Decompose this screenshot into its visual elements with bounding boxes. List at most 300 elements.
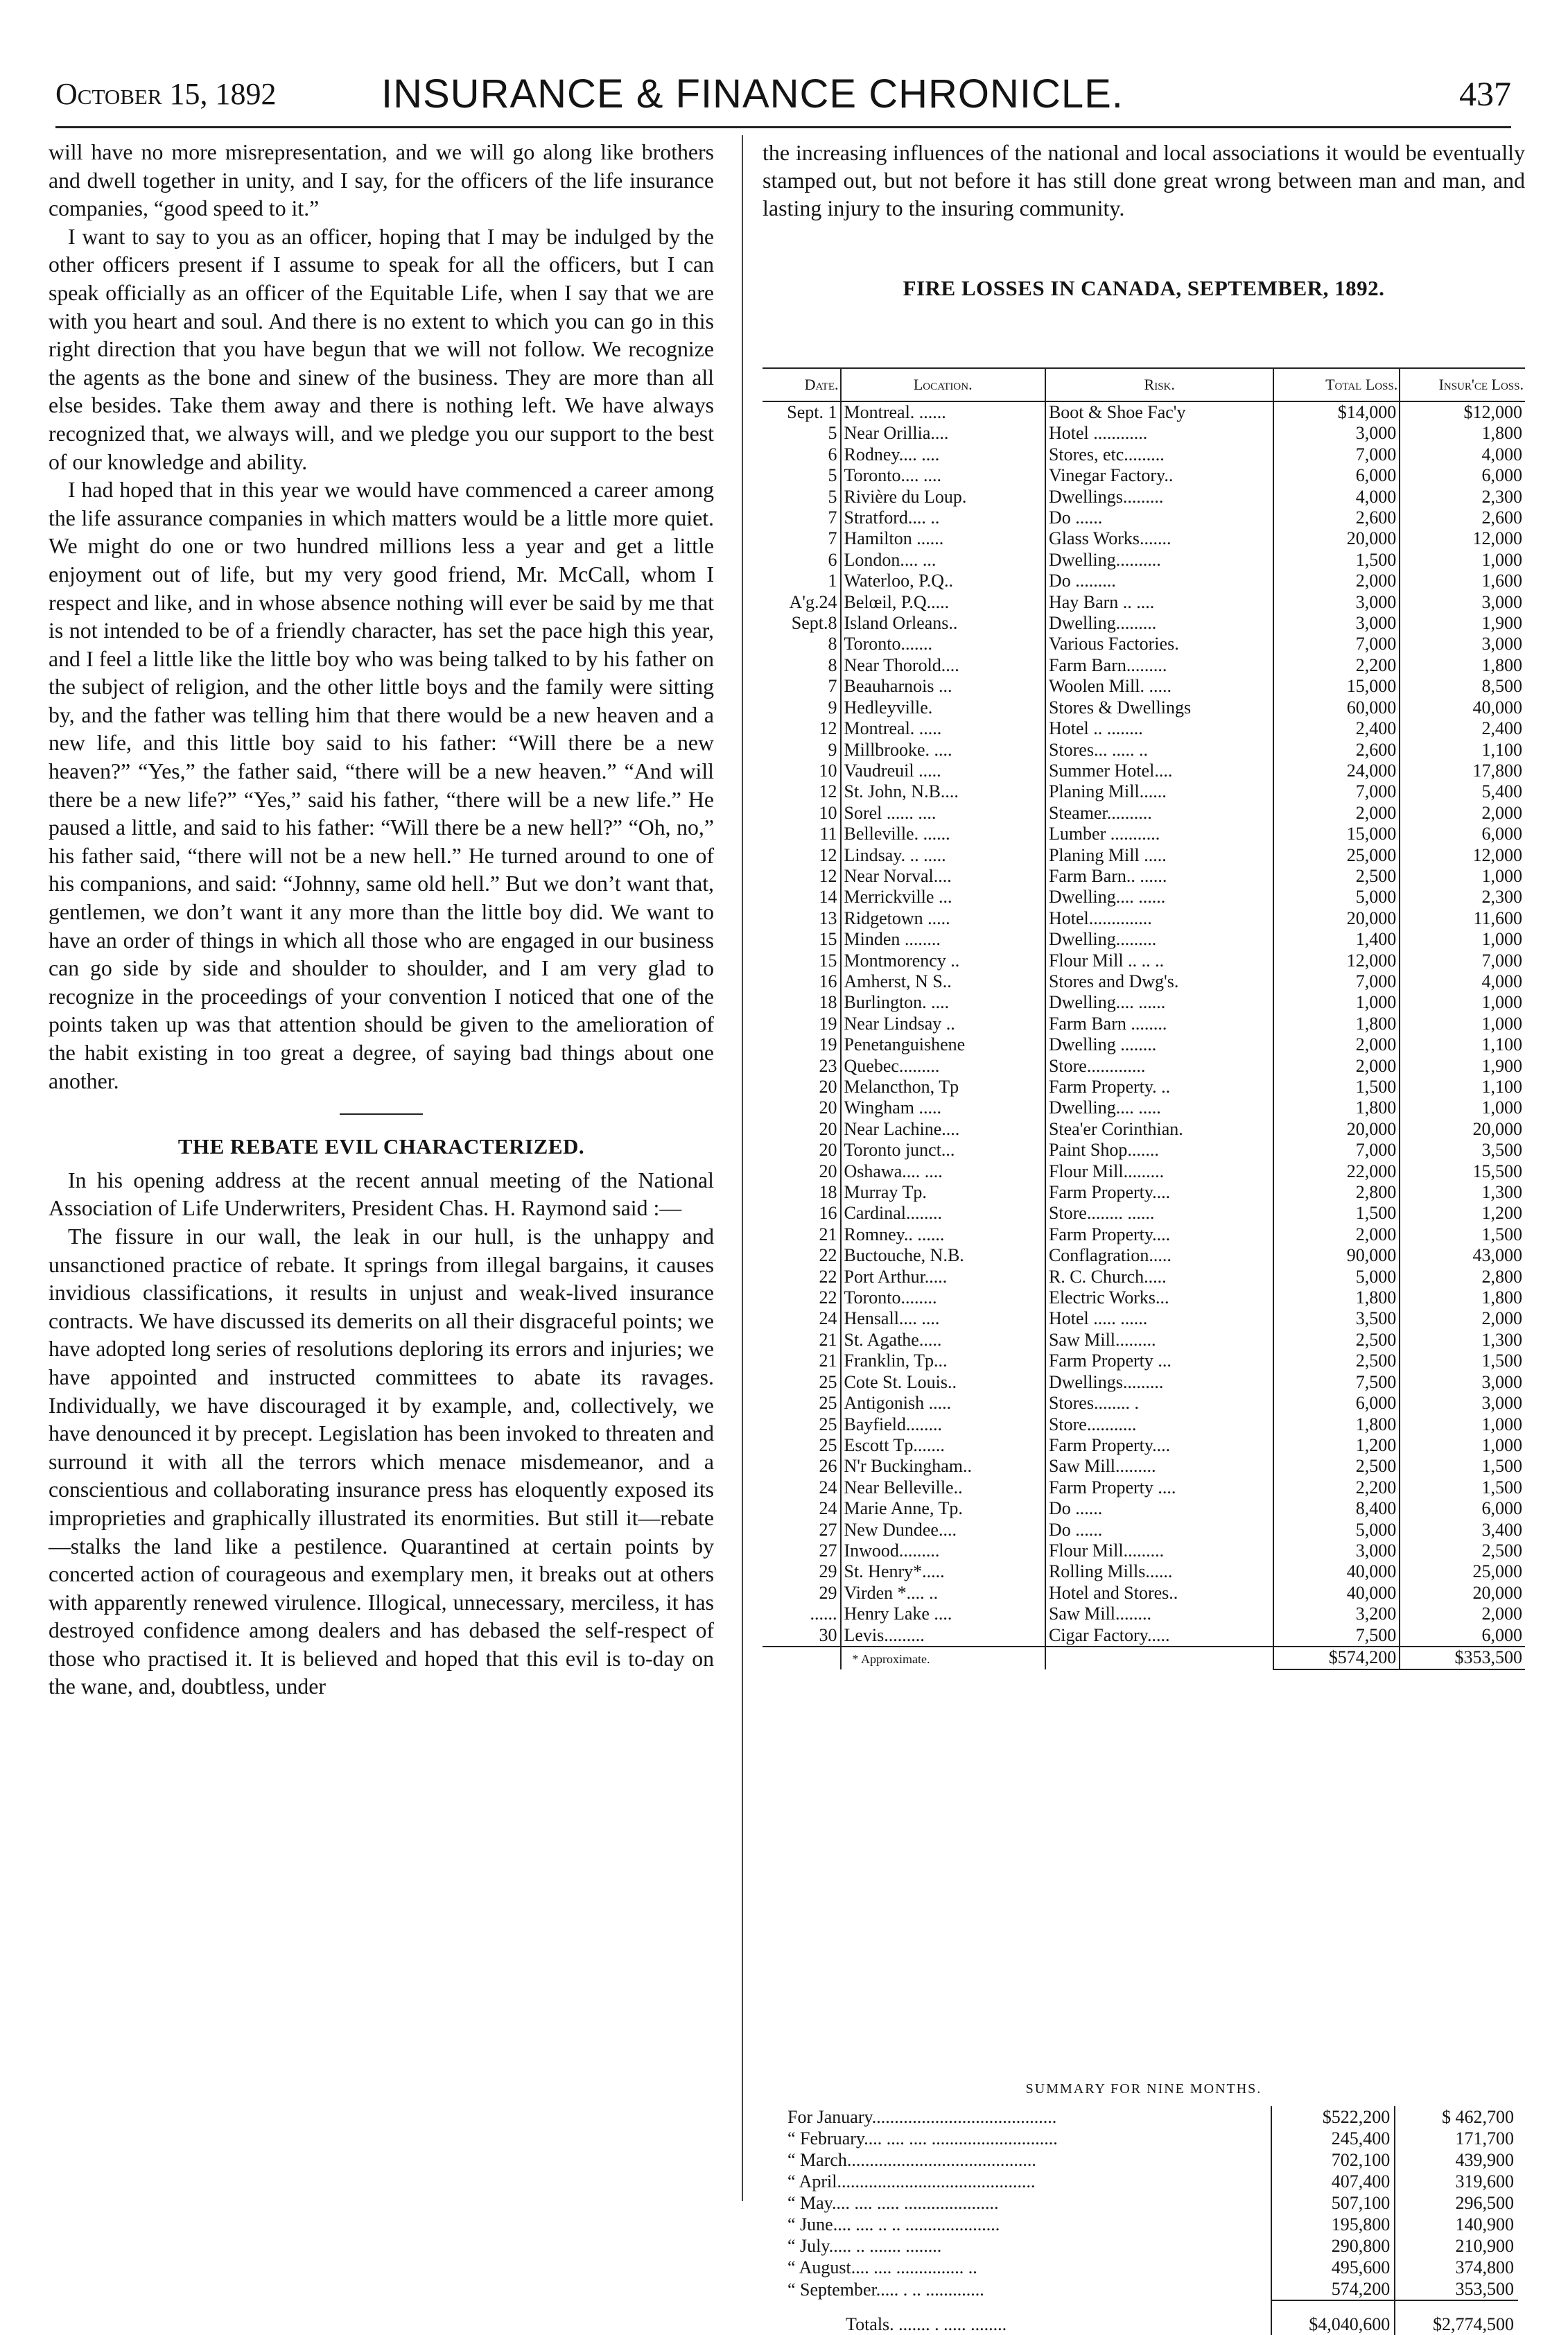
summary-totals-label: Totals. ....... . ..... ........ bbox=[846, 2314, 1007, 2334]
cell-insurance-loss: 1,800 bbox=[1481, 423, 1522, 444]
table-row bbox=[763, 866, 1525, 887]
cell-risk: Hotel ............ bbox=[1045, 423, 1274, 444]
cell-total-loss: 20,000 bbox=[1273, 528, 1400, 549]
cell-date: 6 bbox=[763, 444, 841, 465]
cell-total-loss: 3,000 bbox=[1273, 592, 1400, 613]
summary-insurance-loss: 353,500 bbox=[1455, 2279, 1514, 2299]
cell-date: 16 bbox=[763, 971, 841, 992]
cell-date: 25 bbox=[763, 1414, 841, 1435]
cell-location: St. John, N.B.... bbox=[841, 781, 1045, 802]
table-row bbox=[763, 1119, 1525, 1140]
cell-date: 25 bbox=[763, 1435, 841, 1456]
cell-location: Montmorency .. bbox=[841, 951, 1045, 971]
cell-location: Montreal. ...... bbox=[841, 401, 1045, 423]
table-row bbox=[763, 1330, 1525, 1351]
cell-risk: Farm Property .... bbox=[1045, 1477, 1274, 1498]
col-header-location: Location. bbox=[841, 368, 1045, 401]
cell-insurance-loss: 6,000 bbox=[1481, 1498, 1522, 1519]
cell-location: Bayfield........ bbox=[841, 1414, 1045, 1435]
continued-paragraph: the increasing influences of the national and local associations it would be eventually stamped out, but not before it has still done great wrong between man and man, and lasting injury to the insuring community. bbox=[763, 140, 1525, 220]
summary-row bbox=[783, 2128, 1518, 2149]
cell-location: Waterloo, P.Q.. bbox=[841, 571, 1045, 591]
cell-location: Wingham ..... bbox=[841, 1097, 1045, 1118]
cell-total-loss: 1,400 bbox=[1273, 929, 1400, 950]
cell-risk: Dwelling.......... bbox=[1045, 550, 1274, 571]
cell-insurance-loss: 2,300 bbox=[1481, 486, 1522, 507]
cell-date: 25 bbox=[763, 1372, 841, 1393]
cell-location: Oshawa.... .... bbox=[841, 1161, 1045, 1182]
summary-total-loss: 407,400 bbox=[1271, 2171, 1395, 2192]
cell-insurance-loss: 2,000 bbox=[1481, 1308, 1522, 1329]
cell-date: 27 bbox=[763, 1520, 841, 1540]
summary-total-loss: $522,200 bbox=[1271, 2106, 1395, 2128]
cell-total-loss: 90,000 bbox=[1273, 1245, 1400, 1266]
cell-total-loss: 2,600 bbox=[1273, 507, 1400, 528]
table-row bbox=[763, 1561, 1525, 1582]
cell-total-loss: 40,000 bbox=[1273, 1583, 1400, 1604]
cell-risk: Farm Property.... bbox=[1045, 1224, 1274, 1245]
cell-risk: Paint Shop....... bbox=[1045, 1140, 1274, 1161]
cell-insurance-loss: 1,500 bbox=[1481, 1224, 1522, 1244]
cell-risk: Hotel.............. bbox=[1045, 908, 1274, 929]
summary-row bbox=[783, 2106, 1518, 2128]
cell-date: 10 bbox=[763, 803, 841, 824]
fire-losses-rows bbox=[763, 401, 1525, 1647]
cell-insurance-loss: 4,000 bbox=[1481, 971, 1522, 991]
cell-insurance-loss: 1,900 bbox=[1481, 1055, 1522, 1076]
cell-location: Buctouche, N.B. bbox=[841, 1245, 1045, 1266]
approximate-footnote: * Approximate. bbox=[852, 1651, 930, 1666]
cell-risk: Rolling Mills...... bbox=[1045, 1561, 1274, 1582]
cell-date: 12 bbox=[763, 718, 841, 739]
cell-date: 15 bbox=[763, 929, 841, 950]
cell-risk: Stores... ..... .. bbox=[1045, 740, 1274, 761]
table-row bbox=[763, 592, 1525, 613]
cell-total-loss: 1,500 bbox=[1273, 1077, 1400, 1097]
cell-total-loss: 7,000 bbox=[1273, 781, 1400, 802]
cell-location: Levis......... bbox=[841, 1625, 1045, 1647]
cell-total-loss: 2,000 bbox=[1273, 1034, 1400, 1055]
journal-title: INSURANCE & FINANCE CHRONICLE. bbox=[381, 71, 1124, 116]
cell-location: Toronto.... .... bbox=[841, 465, 1045, 486]
cell-date: 20 bbox=[763, 1077, 841, 1097]
cell-insurance-loss: 17,800 bbox=[1472, 760, 1522, 781]
cell-total-loss: 20,000 bbox=[1273, 1119, 1400, 1140]
cell-total-loss: 6,000 bbox=[1273, 465, 1400, 486]
table-row bbox=[763, 1014, 1525, 1034]
cell-date: 5 bbox=[763, 487, 841, 507]
cell-risk: Hotel ..... ...... bbox=[1045, 1308, 1274, 1329]
cell-date: 24 bbox=[763, 1477, 841, 1498]
cell-insurance-loss: 11,600 bbox=[1473, 908, 1522, 928]
cell-risk: Dwelling......... bbox=[1045, 929, 1274, 950]
col-header-date: Date. bbox=[763, 368, 841, 401]
cell-location: Penetanguishene bbox=[841, 1034, 1045, 1055]
cell-location: Burlington. .... bbox=[841, 992, 1045, 1013]
cell-insurance-loss: $12,000 bbox=[1463, 402, 1522, 422]
table-row bbox=[763, 718, 1525, 739]
summary-row bbox=[783, 2257, 1518, 2278]
cell-risk: Saw Mill......... bbox=[1045, 1456, 1274, 1477]
cell-risk: Store............. bbox=[1045, 1056, 1274, 1077]
table-row bbox=[763, 845, 1525, 866]
cell-risk: Store........... bbox=[1045, 1414, 1274, 1435]
cell-risk: Boot & Shoe Fac'y bbox=[1045, 401, 1274, 423]
cell-location: Near Belleville.. bbox=[841, 1477, 1045, 1498]
total-insurance-loss: $353,500 bbox=[1400, 1647, 1525, 1669]
cell-date: 21 bbox=[763, 1351, 841, 1371]
cell-risk: Stores........ . bbox=[1045, 1393, 1274, 1414]
summary-total-loss: 702,100 bbox=[1271, 2149, 1395, 2171]
cell-insurance-loss: 12,000 bbox=[1472, 844, 1522, 865]
cell-location: Millbrooke. .... bbox=[841, 740, 1045, 761]
cell-total-loss: 2,500 bbox=[1273, 866, 1400, 887]
table-row bbox=[763, 697, 1525, 718]
cell-insurance-loss: 1,200 bbox=[1481, 1203, 1522, 1224]
table-row bbox=[763, 1393, 1525, 1414]
cell-insurance-loss: 1,000 bbox=[1481, 1013, 1522, 1034]
cell-insurance-loss: 1,000 bbox=[1481, 1434, 1522, 1455]
cell-total-loss: 1,800 bbox=[1273, 1287, 1400, 1308]
article-paragraph: In his opening address at the recent annual meeting of the National Association of Life Underwriters, President Chas. H. Raymond said :— bbox=[49, 1168, 714, 1221]
cell-insurance-loss: 1,000 bbox=[1481, 1414, 1522, 1434]
cell-date: 23 bbox=[763, 1056, 841, 1077]
cell-insurance-loss: 20,000 bbox=[1472, 1582, 1522, 1603]
cell-total-loss: 4,000 bbox=[1273, 487, 1400, 507]
cell-insurance-loss: 1,000 bbox=[1481, 1097, 1522, 1118]
cell-insurance-loss: 4,000 bbox=[1481, 444, 1522, 465]
table-row bbox=[763, 655, 1525, 676]
cell-total-loss: 1,200 bbox=[1273, 1435, 1400, 1456]
cell-location: Toronto........ bbox=[841, 1287, 1045, 1308]
cell-risk: Store........ ...... bbox=[1045, 1203, 1274, 1224]
cell-insurance-loss: 1,100 bbox=[1481, 739, 1522, 760]
col-header-insurance-loss: Insur'ce Loss. bbox=[1400, 368, 1525, 401]
cell-risk: Electric Works... bbox=[1045, 1287, 1274, 1308]
cell-date: 7 bbox=[763, 507, 841, 528]
cell-insurance-loss: 1,500 bbox=[1481, 1456, 1522, 1477]
cell-location: Belleville. ...... bbox=[841, 824, 1045, 844]
summary-title: SUMMARY FOR NINE MONTHS. bbox=[1025, 2081, 1262, 2097]
table-row bbox=[763, 1224, 1525, 1245]
cell-total-loss: 7,500 bbox=[1273, 1372, 1400, 1393]
cell-risk: Saw Mill......... bbox=[1045, 1330, 1274, 1351]
cell-total-loss: 1,500 bbox=[1273, 1203, 1400, 1224]
summary-row bbox=[783, 2171, 1518, 2192]
summary-rows bbox=[783, 2106, 1518, 2300]
page-header bbox=[55, 64, 1511, 128]
cell-location: Montreal. ..... bbox=[841, 718, 1045, 739]
cell-risk: Do ...... bbox=[1045, 507, 1274, 528]
summary-table bbox=[783, 2106, 1518, 2335]
cell-location: Ridgetown ..... bbox=[841, 908, 1045, 929]
cell-total-loss: 2,800 bbox=[1273, 1182, 1400, 1203]
fire-losses-table bbox=[763, 367, 1525, 1670]
cell-insurance-loss: 2,000 bbox=[1481, 1604, 1522, 1624]
cell-date: 15 bbox=[763, 951, 841, 971]
summary-totals-row bbox=[783, 2300, 1518, 2335]
col-header-risk: Risk. bbox=[1045, 368, 1274, 401]
cell-total-loss: 2,000 bbox=[1273, 1056, 1400, 1077]
cell-risk: Dwelling......... bbox=[1045, 613, 1274, 634]
cell-insurance-loss: 1,500 bbox=[1481, 1477, 1522, 1498]
cell-total-loss: 5,000 bbox=[1273, 887, 1400, 908]
cell-total-loss: 24,000 bbox=[1273, 761, 1400, 781]
cell-date: 6 bbox=[763, 550, 841, 571]
cell-insurance-loss: 2,500 bbox=[1481, 1540, 1522, 1561]
cell-insurance-loss: 43,000 bbox=[1472, 1245, 1522, 1266]
table-row bbox=[763, 1308, 1525, 1329]
cell-date: A'g.24 bbox=[763, 592, 841, 613]
table-header-row bbox=[763, 368, 1525, 401]
cell-total-loss: 7,500 bbox=[1273, 1625, 1400, 1647]
cell-location: Antigonish ..... bbox=[841, 1393, 1045, 1414]
cell-total-loss: 8,400 bbox=[1273, 1498, 1400, 1519]
table-row bbox=[763, 634, 1525, 654]
cell-location: Quebec......... bbox=[841, 1056, 1045, 1077]
cell-location: St. Henry*..... bbox=[841, 1561, 1045, 1582]
cell-total-loss: 3,200 bbox=[1273, 1604, 1400, 1624]
table-row bbox=[763, 740, 1525, 761]
cell-location: Hensall.... .... bbox=[841, 1308, 1045, 1329]
cell-total-loss: 2,000 bbox=[1273, 803, 1400, 824]
summary-month: “ August.... .... ............... .. bbox=[787, 2257, 977, 2277]
table-row bbox=[763, 781, 1525, 802]
cell-location: Henry Lake .... bbox=[841, 1604, 1045, 1624]
cell-date: 20 bbox=[763, 1161, 841, 1182]
cell-date: 12 bbox=[763, 866, 841, 887]
cell-total-loss: 2,000 bbox=[1273, 571, 1400, 591]
cell-location: Franklin, Tp... bbox=[841, 1351, 1045, 1371]
cell-insurance-loss: 2,600 bbox=[1481, 507, 1522, 528]
cell-total-loss: 2,200 bbox=[1273, 655, 1400, 676]
cell-risk: Dwelling ........ bbox=[1045, 1034, 1274, 1055]
cell-location: Lindsay. .. ..... bbox=[841, 845, 1045, 866]
cell-total-loss: 5,000 bbox=[1273, 1267, 1400, 1287]
summary-insurance-loss: 171,700 bbox=[1455, 2128, 1514, 2149]
cell-total-loss: 5,000 bbox=[1273, 1520, 1400, 1540]
col-header-total-loss: Total Loss. bbox=[1273, 368, 1400, 401]
cell-risk: Hay Barn .. .... bbox=[1045, 592, 1274, 613]
cell-risk: Woolen Mill. ..... bbox=[1045, 676, 1274, 697]
table-row bbox=[763, 1077, 1525, 1097]
cell-insurance-loss: 1,500 bbox=[1481, 1351, 1522, 1371]
cell-location: Cote St. Louis.. bbox=[841, 1372, 1045, 1393]
table-row bbox=[763, 423, 1525, 444]
cell-location: London.... ... bbox=[841, 550, 1045, 571]
cell-risk: Flour Mill......... bbox=[1045, 1161, 1274, 1182]
cell-location: Marie Anne, Tp. bbox=[841, 1498, 1045, 1519]
issue-date: October 15, 1892 bbox=[55, 77, 277, 111]
cell-location: Minden ........ bbox=[841, 929, 1045, 950]
cell-risk: Hotel .. ........ bbox=[1045, 718, 1274, 739]
cell-total-loss: 60,000 bbox=[1273, 697, 1400, 718]
cell-risk: Farm Property ... bbox=[1045, 1351, 1274, 1371]
right-column bbox=[763, 139, 1525, 323]
cell-total-loss: 7,000 bbox=[1273, 444, 1400, 465]
cell-date: 30 bbox=[763, 1625, 841, 1647]
table-row bbox=[763, 951, 1525, 971]
section-title: THE REBATE EVIL CHARACTERIZED. bbox=[177, 1134, 585, 1159]
cell-total-loss: 3,000 bbox=[1273, 613, 1400, 634]
cell-date: 12 bbox=[763, 781, 841, 802]
cell-total-loss: 20,000 bbox=[1273, 908, 1400, 929]
table-total-row bbox=[763, 1647, 1525, 1669]
cell-location: Escott Tp....... bbox=[841, 1435, 1045, 1456]
cell-risk: Planing Mill...... bbox=[1045, 781, 1274, 802]
cell-total-loss: 7,000 bbox=[1273, 1140, 1400, 1161]
cell-total-loss: 3,000 bbox=[1273, 1540, 1400, 1561]
table-row bbox=[763, 1182, 1525, 1203]
cell-location: Romney.. ...... bbox=[841, 1224, 1045, 1245]
table-row bbox=[763, 1034, 1525, 1055]
cell-date: 24 bbox=[763, 1498, 841, 1519]
cell-risk: Saw Mill........ bbox=[1045, 1604, 1274, 1624]
cell-insurance-loss: 1,100 bbox=[1481, 1034, 1522, 1055]
table-row bbox=[763, 887, 1525, 908]
summary-total-loss: 245,400 bbox=[1271, 2128, 1395, 2149]
cell-total-loss: 3,500 bbox=[1273, 1308, 1400, 1329]
cell-location: Toronto junct... bbox=[841, 1140, 1045, 1161]
cell-risk: Various Factories. bbox=[1045, 634, 1274, 654]
table-row bbox=[763, 1414, 1525, 1435]
cell-insurance-loss: 1,600 bbox=[1481, 571, 1522, 591]
cell-location: Inwood......... bbox=[841, 1540, 1045, 1561]
cell-date: 11 bbox=[763, 824, 841, 844]
cell-date: 20 bbox=[763, 1140, 841, 1161]
table-row bbox=[763, 487, 1525, 507]
cell-location: Near Lachine.... bbox=[841, 1119, 1045, 1140]
cell-risk: R. C. Church..... bbox=[1045, 1267, 1274, 1287]
cell-date: 20 bbox=[763, 1097, 841, 1118]
cell-insurance-loss: 40,000 bbox=[1472, 697, 1522, 718]
cell-total-loss: 15,000 bbox=[1273, 676, 1400, 697]
cell-location: Amherst, N S.. bbox=[841, 971, 1045, 992]
table-row bbox=[763, 1477, 1525, 1498]
cell-date: 9 bbox=[763, 740, 841, 761]
left-column bbox=[49, 139, 714, 1701]
cell-date: 7 bbox=[763, 676, 841, 697]
cell-total-loss: 6,000 bbox=[1273, 1393, 1400, 1414]
cell-date: 7 bbox=[763, 528, 841, 549]
cell-location: Merrickville ... bbox=[841, 887, 1045, 908]
summary-totals-insurance: $2,774,500 bbox=[1395, 2300, 1518, 2335]
table-row bbox=[763, 465, 1525, 486]
table-row bbox=[763, 992, 1525, 1013]
cell-insurance-loss: 2,000 bbox=[1481, 802, 1522, 823]
table-row bbox=[763, 444, 1525, 465]
cell-insurance-loss: 12,000 bbox=[1472, 528, 1522, 549]
table-row bbox=[763, 761, 1525, 781]
summary-row bbox=[783, 2192, 1518, 2214]
table-row bbox=[763, 550, 1525, 571]
cell-insurance-loss: 1,300 bbox=[1481, 1182, 1522, 1203]
table-row bbox=[763, 613, 1525, 634]
summary-total-loss: 495,600 bbox=[1271, 2257, 1395, 2278]
table-row bbox=[763, 1583, 1525, 1604]
cell-date: 14 bbox=[763, 887, 841, 908]
cell-location: Near Lindsay .. bbox=[841, 1014, 1045, 1034]
table-row bbox=[763, 676, 1525, 697]
cell-date: 5 bbox=[763, 465, 841, 486]
summary-month: “ June.... .... .. .. ..................... bbox=[787, 2214, 1000, 2234]
cell-date: 1 bbox=[763, 571, 841, 591]
cell-location: St. Agathe..... bbox=[841, 1330, 1045, 1351]
cell-total-loss: 25,000 bbox=[1273, 845, 1400, 866]
cell-risk: Stores & Dwellings bbox=[1045, 697, 1274, 718]
cell-date: 16 bbox=[763, 1203, 841, 1224]
cell-date: 10 bbox=[763, 761, 841, 781]
table-row bbox=[763, 1456, 1525, 1477]
table-row bbox=[763, 1372, 1525, 1393]
cell-date: 9 bbox=[763, 697, 841, 718]
cell-location: Beauharnois ... bbox=[841, 676, 1045, 697]
fire-losses-title: FIRE LOSSES IN CANADA, SEPTEMBER, 1892. bbox=[903, 276, 1385, 300]
table-row bbox=[763, 1267, 1525, 1287]
cell-total-loss: 7,000 bbox=[1273, 971, 1400, 992]
cell-date: 8 bbox=[763, 634, 841, 654]
article-paragraph: I had hoped that in this year we would have commenced a career among the life assurance companies in which matters would be a little more quiet. We might do one or two hundred millions less a year and get a little enjoyment out of life, but my very good friend, Mr. McCall, whom I respect and like, and in whose absence nothing will ever be said by me that is not intended to be of a friendly character, has set the pace high this year, and I feel a little like the little boy who was being talked to by his father on the subject of religion, and the other little boys and the family were sitting by, and the father was telling him that there would be a new heaven and a new life, and this little boy said to his father: “Will there be a new heaven?” “Yes,” the father said, “there will be a new heaven.” “And will there be a new life?” “Yes,” said his father, “there will be a new life.” He paused a little, and said to his father: “Will there be a new hell?” “Oh, no,” his father said, “there will not be a new hell.” He turned around to one of his companions, and said: “Johnny, same old hell.” But we don’t want that, gentlemen, we don’t want it any more than the little boy did. We want to have an order of things in which all those who are engaged in our business can go side by side and shoulder to shoulder, and I am very glad to recognize in the proceedings of your convention I noticed that one of the points taken up was that attention should be given to the amelioration of the habit existing in too great a degree, of saying bad things about one another. bbox=[49, 478, 714, 1093]
cell-risk: Farm Barn.. ...... bbox=[1045, 866, 1274, 887]
cell-risk: Steamer.......... bbox=[1045, 803, 1274, 824]
cell-location: Near Thorold.... bbox=[841, 655, 1045, 676]
cell-insurance-loss: 6,000 bbox=[1481, 1624, 1522, 1645]
cell-total-loss: 1,500 bbox=[1273, 550, 1400, 571]
cell-total-loss: 1,000 bbox=[1273, 992, 1400, 1013]
cell-insurance-loss: 1,800 bbox=[1481, 654, 1522, 675]
cell-location: Rivière du Loup. bbox=[841, 487, 1045, 507]
cell-location: Murray Tp. bbox=[841, 1182, 1045, 1203]
section-separator bbox=[340, 1113, 423, 1115]
total-loss: $574,200 bbox=[1273, 1647, 1400, 1669]
cell-location: Hamilton ...... bbox=[841, 528, 1045, 549]
table-row bbox=[763, 1203, 1525, 1224]
page-number: 437 bbox=[1459, 74, 1511, 113]
summary-total-loss: 290,800 bbox=[1271, 2235, 1395, 2257]
cell-date: 27 bbox=[763, 1540, 841, 1561]
cell-date: 18 bbox=[763, 1182, 841, 1203]
summary-row bbox=[783, 2214, 1518, 2235]
table-row bbox=[763, 1287, 1525, 1308]
cell-location: Belœil, P.Q..... bbox=[841, 592, 1045, 613]
cell-risk: Flour Mill......... bbox=[1045, 1540, 1274, 1561]
cell-date: Sept. 1 bbox=[763, 401, 841, 423]
summary-row bbox=[783, 2235, 1518, 2257]
cell-date: Sept.8 bbox=[763, 613, 841, 634]
cell-risk: Glass Works....... bbox=[1045, 528, 1274, 549]
summary-month: “ March.......................................... bbox=[787, 2150, 1036, 2170]
cell-insurance-loss: 6,000 bbox=[1481, 465, 1522, 486]
cell-insurance-loss: 5,400 bbox=[1481, 781, 1522, 802]
cell-insurance-loss: 3,000 bbox=[1481, 1371, 1522, 1392]
table-row bbox=[763, 1435, 1525, 1456]
table-row bbox=[763, 401, 1525, 423]
cell-insurance-loss: 6,000 bbox=[1481, 824, 1522, 844]
table-row bbox=[763, 1540, 1525, 1561]
cell-date: ...... bbox=[763, 1604, 841, 1624]
table-row bbox=[763, 1097, 1525, 1118]
cell-location: Hedleyville. bbox=[841, 697, 1045, 718]
cell-location: Vaudreuil ..... bbox=[841, 761, 1045, 781]
cell-location: Near Norval.... bbox=[841, 866, 1045, 887]
cell-location: New Dundee.... bbox=[841, 1520, 1045, 1540]
cell-risk: Dwelling.... ..... bbox=[1045, 1097, 1274, 1118]
table-row bbox=[763, 929, 1525, 950]
cell-location: Island Orleans.. bbox=[841, 613, 1045, 634]
cell-date: 21 bbox=[763, 1330, 841, 1351]
cell-date: 5 bbox=[763, 423, 841, 444]
table-row bbox=[763, 803, 1525, 824]
